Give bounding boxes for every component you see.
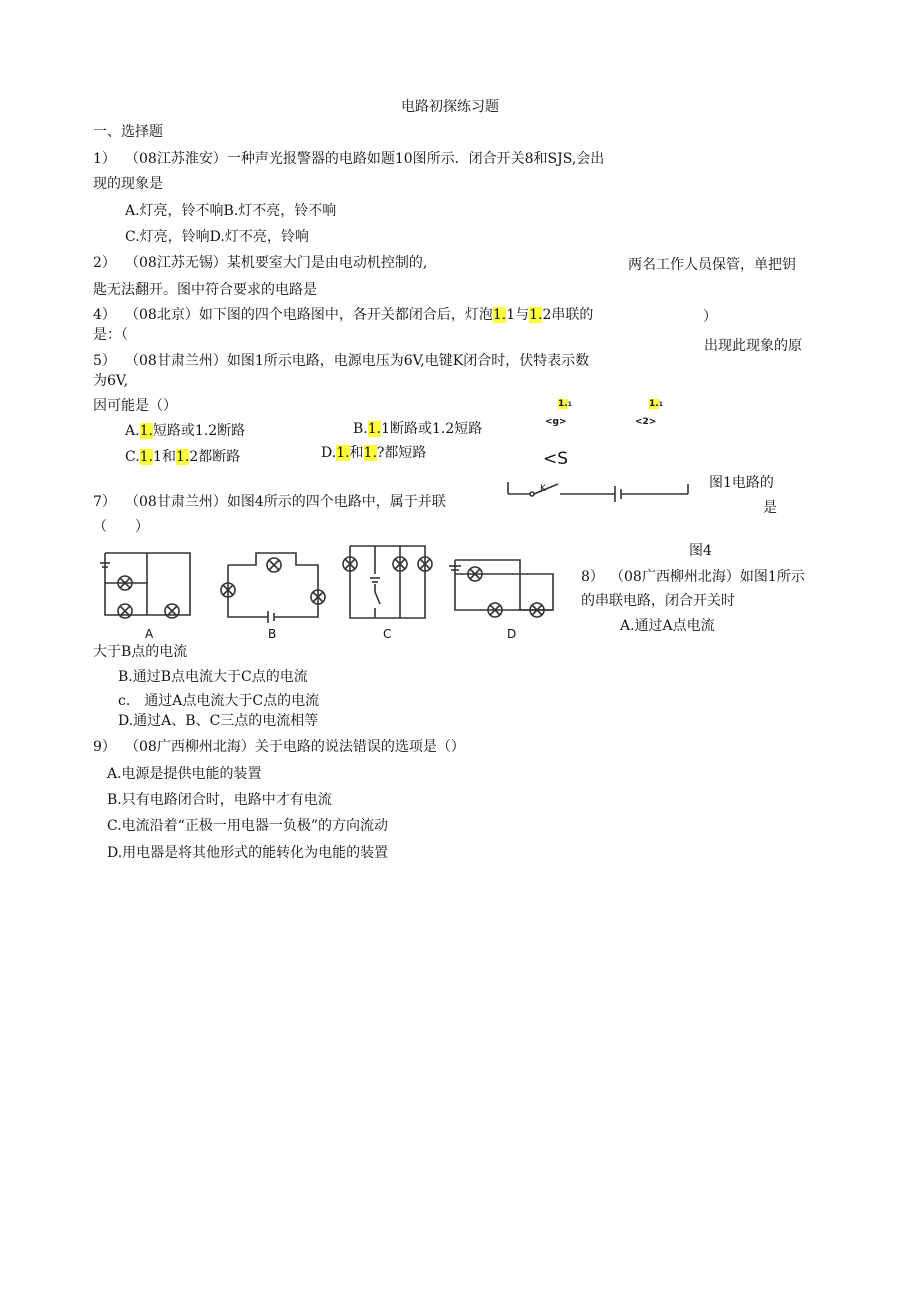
q1-option-cd: C.灯亮，铃响D.灯不亮，铃响 <box>125 229 309 245</box>
q8-number: 8） <box>581 569 604 585</box>
fig4-circuit-a <box>95 545 195 625</box>
q1-stem-line1: （08江苏淮安）一种声光报警器的电路如题10图所示．闭合开关8和SJS,会出 <box>125 151 605 167</box>
fig4-label-a: A <box>145 627 154 641</box>
q4-close-paren: ） <box>703 309 717 325</box>
q9-option-d: D.用电器是将其他形式的能转化为电能的装置 <box>107 845 389 861</box>
q8-option-a: A.通过A点电流 <box>620 618 715 634</box>
q5-option-c: C.1.1和1.2都断路 <box>125 449 241 465</box>
fig1-circuit-fragment <box>500 474 700 504</box>
q8-option-b: B.通过B点电流大于C点的电流 <box>118 669 308 685</box>
q7-number: 7） <box>93 494 116 510</box>
q5-number: 5） <box>93 353 116 369</box>
fig1-lamp2-label: 1.1 <box>649 399 663 409</box>
fig4-circuit-d <box>445 550 560 630</box>
q8-option-d: D.通过A、B、C三点的电流相等 <box>118 713 319 729</box>
fig1-caption-line2: 是 <box>763 500 777 516</box>
q8-option-a-cont: 大于B点的电流 <box>93 644 188 660</box>
q1-option-ab: A.灯亮，铃不响B.灯不亮，铃不响 <box>125 203 337 219</box>
q7-stem-line1: （08甘肃兰州）如图4所示的四个电路中，属于并联 <box>125 494 446 510</box>
q4-stem-line1: （08北京）如下图的四个电路图中，各开关都闭合后，灯泡1.1与1.2串联的 <box>125 307 594 323</box>
q9-number: 9） <box>93 739 116 755</box>
q9-stem: （08广西柳州北海）关于电路的说法错误的选项是（） <box>125 739 465 755</box>
q2-stem-line1b: 两名工作人员保管，单把钥 <box>628 257 796 273</box>
q2-stem-line1: （08江苏无锡）某机要室大门是由电动机控制的, <box>125 255 428 271</box>
q7-stem-line2: （ ） <box>93 519 149 535</box>
q5-option-b: B.1.1断路或1.2短路 <box>353 421 483 437</box>
q8-option-c: c. 通过A点电流大于C点的电流 <box>118 693 320 709</box>
fig1-g-label: <g> <box>545 417 567 427</box>
q5-option-d: D.1.和1.?都短路 <box>321 445 427 461</box>
fig1-s-label: <S <box>543 449 569 469</box>
fig1-lamp1-label: 1.1 <box>558 399 572 409</box>
fig4-label-b: B <box>268 627 277 641</box>
q8-stem-line2: 的串联电路，闭合开关时 <box>581 593 735 609</box>
q2-number: 2） <box>93 255 116 271</box>
q5-stem-line2: 为6V, <box>93 373 129 389</box>
q4-stem-line2: 是：（ <box>93 327 128 343</box>
fig4-label-d: D <box>507 627 517 641</box>
q4-number: 4） <box>93 307 116 323</box>
q8-stem-line1: （08广西柳州北海）如图1所示 <box>610 569 805 585</box>
q5-option-a: A.1.短路或1.2断路 <box>125 423 246 439</box>
q5-stem-line1: （08甘肃兰州）如图1所示电路，电源电压为6V,电键K闭合时，伏特表示数 <box>125 353 590 369</box>
section-heading: 一、选择题 <box>93 124 163 140</box>
fig4-caption: 图4 <box>689 543 712 559</box>
fig4-label-c: C <box>383 627 392 641</box>
fig4-circuit-c <box>340 540 440 625</box>
page-title: 电路初探练习题 <box>401 99 499 115</box>
q9-option-a: A.电源是提供电能的装置 <box>107 766 262 782</box>
q9-option-b: B.只有电路闭合时，电路中才有电流 <box>107 792 332 808</box>
fig1-k-label: K <box>540 484 546 494</box>
q5-stem-line1b: 出现此现象的原 <box>704 338 802 354</box>
q1-number: 1） <box>93 151 116 167</box>
fig4-circuit-b <box>218 545 328 625</box>
q1-stem-line2: 现的现象是 <box>93 176 163 192</box>
fig1-caption-line1: 图1电路的 <box>709 475 774 491</box>
fig1-2-label: <2> <box>635 417 657 427</box>
q9-option-c: C.电流沿着“正极一用电器一负极”的方向流动 <box>107 818 388 834</box>
q2-stem-line2: 匙无法翻开。图中符合要求的电路是 <box>93 282 317 298</box>
q5-stem-line3: 因可能是（） <box>93 398 177 414</box>
